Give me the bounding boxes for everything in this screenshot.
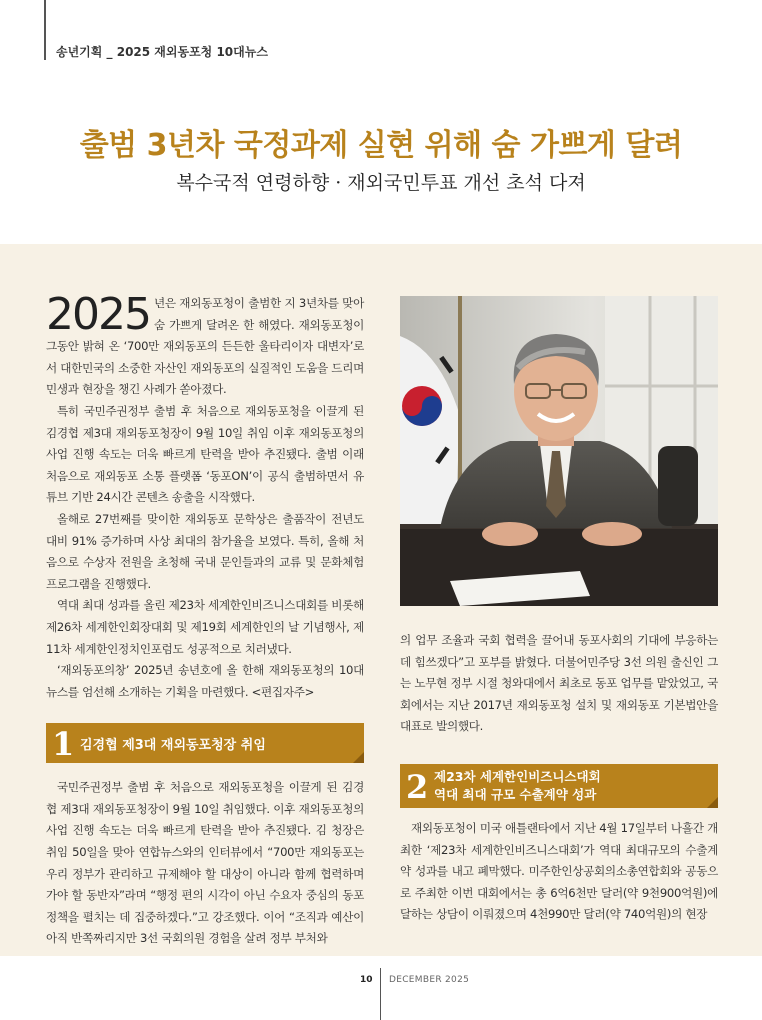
heading-corner-accent [353,752,364,763]
left-column [46,289,364,950]
intro-text-5: ‘재외동포의창’ 2025년 송년호에 올 한해 재외동포청의 10대 뉴스를 엄선해 소개하는 기획을 마련했다. <편집자주> [46,663,364,699]
issue-label: DECEMBER 2025 [389,975,470,985]
section1-title: 김경협 제3대 재외동포청장 취임 [80,737,266,753]
section2-number: 2 [406,767,429,806]
section1-body: 국민주권정부 출범 후 처음으로 재외동포청을 이끌게 된 김경협 제3대 재외동포청장이 9월 10일 취임했다. 이후 재외동포청의 사업 진행 속도는 더욱 빠르게 탄력을 받아 추진됐다. 김 청장은 취임 50일을 맞아 연합뉴스와의 인터뷰에서 “700만 재외동포는 우리 정부가 관리하고 규제해야 할 대상이 아니라 함께 협력하며 가야 할 동반자”라며 “행정 편의 시각이 아닌 수요자 중심의 동포 정책을 펼치는 데 집중하겠다.”고 강조했다. 이어 “조직과 예산이 아직 반쪽짜리지만 3선 국회의원 경험을 살려 정부 부처와 [46,780,364,946]
intro-text-3: 올해로 27번째를 맞이한 재외동포 문학상은 출품작이 전년도 대비 91% 증가하며 사상 최대의 참가율을 보였다. 특히, 올해 처음으로 수상자 전원을 초청해 국내 문인들과의 교류 및 문화체험 프로그램을 진행했다. [46,511,364,591]
section-header: 송년기획 _ 2025 재외동포청 10대뉴스 [56,45,268,59]
section2-body: 재외동포청이 미국 애틀랜타에서 지난 4월 17일부터 나흘간 개최한 ‘제23차 세계한인비즈니스대회’가 역대 최대규모의 수출계약 성과를 내고 폐막했다. 미주한인상공회의소총연합회와 공동으로 주최한 이번 대회에서는 총 6억6천만 달러(약 9천900억원)에 달하는 상담이 이뤄졌으며 4천990만 달러(약 740억원)의 현장 [400,820,718,922]
footer-divider [380,968,381,1020]
commissioner-photo [400,296,718,606]
section2-heading [400,764,718,808]
header-rule [44,0,46,60]
heading-corner-accent [707,797,718,808]
intro-text-1: 년은 재외동포청이 출범한 지 3년차를 맞아 숨 가쁘게 달려온 한 해였다. 재외동포청이 그동안 밝혀 온 ‘700만 재외동포의 든든한 울타리이자 대변자’로서 대한민국의 소중한 자산인 재외동포의 실질적인 도움을 드리며 민생과 현장을 챙긴 사례가 쏟아졌다. [46,296,364,397]
section2-title-line2: 역대 최대 규모 수출계약 성과 [434,786,597,802]
page-number: 10 [360,975,373,985]
section2-title-line1: 제23차 세계한인비즈니스대회 [434,768,601,784]
intro-text-2: 특히 국민주권정부 출범 후 처음으로 재외동포청을 이끌게 된 김경협 제3대 재외동포청장이 9월 10일 취임 이후 재외동포청의 사업 진행 속도는 더욱 빠르게 탄력을 받아 추진됐다. 출범 이래 처음으로 재외동포 소통 플랫폼 ‘동포ON’이 공식 출범하면서 유튜브 기반 24시간 콘텐츠 송출을 시작했다. [46,403,364,505]
intro-paragraph [46,289,364,401]
intro-text-4: 역대 최대 성과를 올린 제23차 세계한인비즈니스대회를 비롯해 제26차 세계한인회장대회 및 제19회 세계한인의 날 기념행사, 제11차 세계한인정치인포럼도 성공적으로 치러냈다. [46,598,364,656]
section1-heading [46,723,364,763]
section1-number: 1 [52,725,75,764]
right-column [400,630,718,926]
section1-body-continued: 의 업무 조율과 국회 협력을 끌어내 동포사회의 기대에 부응하는데 힘쓰겠다”고 포부를 밝혔다. 더불어민주당 3선 의원 출신인 그는 노무현 정부 시절 청와대에서 최초로 동포 업무를 맡았었고, 국회에서는 지난 2017년 재외동포청 설치 및 재외동포 기본법안을 대표로 발의했다. [400,633,718,734]
dropcap-year: 2025 [46,289,150,340]
section2-title [434,768,601,804]
article-title: 출범 3년차 국정과제 실현 위해 숨 가쁘게 달려 [79,128,683,163]
article-subtitle: 복수국적 연령하향 · 재외국민투표 개선 초석 다져 [176,172,586,194]
